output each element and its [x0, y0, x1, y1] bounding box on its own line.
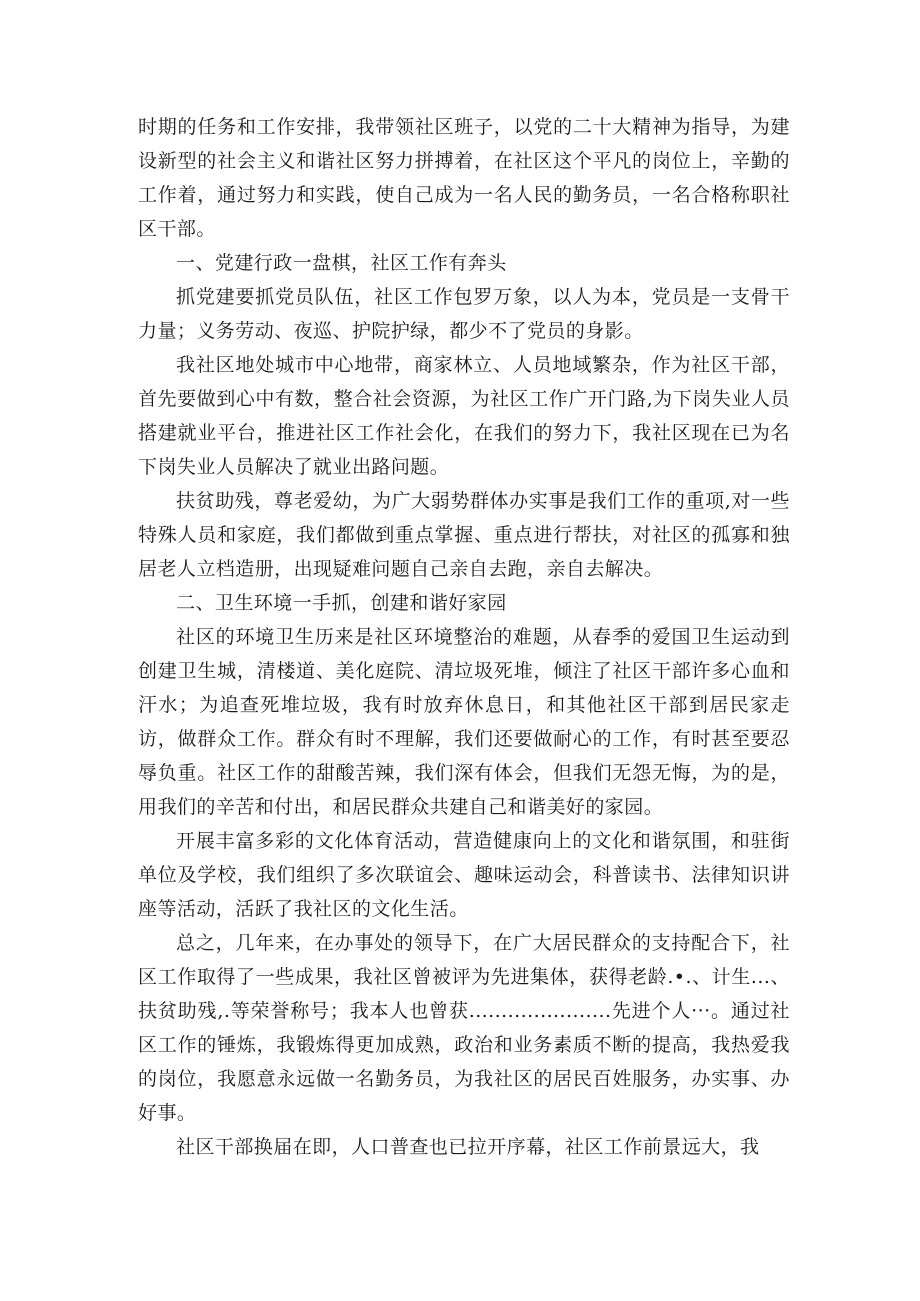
section-heading-2: 二、卫生环境一手抓，创建和谐好家园	[176, 592, 507, 614]
paragraph-7: 总之，几年来，在办事处的领导下，在广大居民群众的支持配合下，社区工作取得了一些成果，我社区曾被评为先进集体，获得老龄.•.、计生...、扶贫助残,.等荣誉称号；我本人也曾获......................先进个人···。通过社区工作的锤炼，我锻炼得更加成熟，政治和业务素质不断的提高，我热爱我的岗位，我愿意永远做一名勤务员，为我社区的居民百姓服务，办实事、办好事。	[138, 932, 790, 1124]
paragraph-1: 时期的任务和工作安排，我带领社区班子，以党的二十大精神为指导，为建设新型的社会主义和谐社区努力拼搏着，在社区这个平凡的岗位上，辛勤的工作着，通过努力和实践，使自己成为一名人民的勤务员，一名合格称职社区干部。	[138, 116, 790, 240]
section-heading-1: 一、党建行政一盘棋，社区工作有奔头	[176, 252, 507, 274]
paragraph-6: 开展丰富多彩的文化体育活动，营造健康向上的文化和谐氛围，和驻街单位及学校，我们组织了多次联谊会、趣味运动会，科普读书、法律知识讲座等活动，活跃了我社区的文化生活。	[138, 830, 790, 920]
paragraph-8: 社区干部换届在即，人口普查也已拉开序幕，社区工作前景远大，我	[176, 1136, 760, 1158]
paragraph-2: 抓党建要抓党员队伍，社区工作包罗万象，以人为本，党员是一支骨干力量；义务劳动、夜巡、护院护绿，都少不了党员的身影。	[138, 286, 790, 342]
paragraph-5: 社区的环境卫生历来是社区环境整治的难题，从春季的爱国卫生运动到创建卫生城，清楼道、美化庭院、清垃圾死堆，倾注了社区干部许多心血和汗水；为追查死堆垃圾，我有时放弃休息日，和其他社区干部到居民家走访，做群众工作。群众有时不理解，我们还要做耐心的工作，有时甚至要忍辱负重。社区工作的甜酸苦辣，我们深有体会，但我们无怨无悔，为的是，用我们的辛苦和付出，和居民群众共建自己和谐美好的家园。	[138, 626, 790, 818]
paragraph-3: 我社区地处城市中心地带，商家林立、人员地域繁杂，作为社区干部，首先要做到心中有数，整合社会资源，为社区工作广开门路,为下岗失业人员搭建就业平台，推进社区工作社会化，在我们的努力下，我社区现在已为名下岗失业人员解决了就业出路问题。	[138, 354, 790, 478]
paragraph-4: 扶贫助残，尊老爱幼，为广大弱势群体办实事是我们工作的重项,对一些特殊人员和家庭，我们都做到重点掌握、重点进行帮扶，对社区的孤寡和独居老人立档造册，出现疑难问题自己亲自去跑，亲自去解决。	[138, 490, 790, 580]
document-body	[138, 110, 790, 1164]
